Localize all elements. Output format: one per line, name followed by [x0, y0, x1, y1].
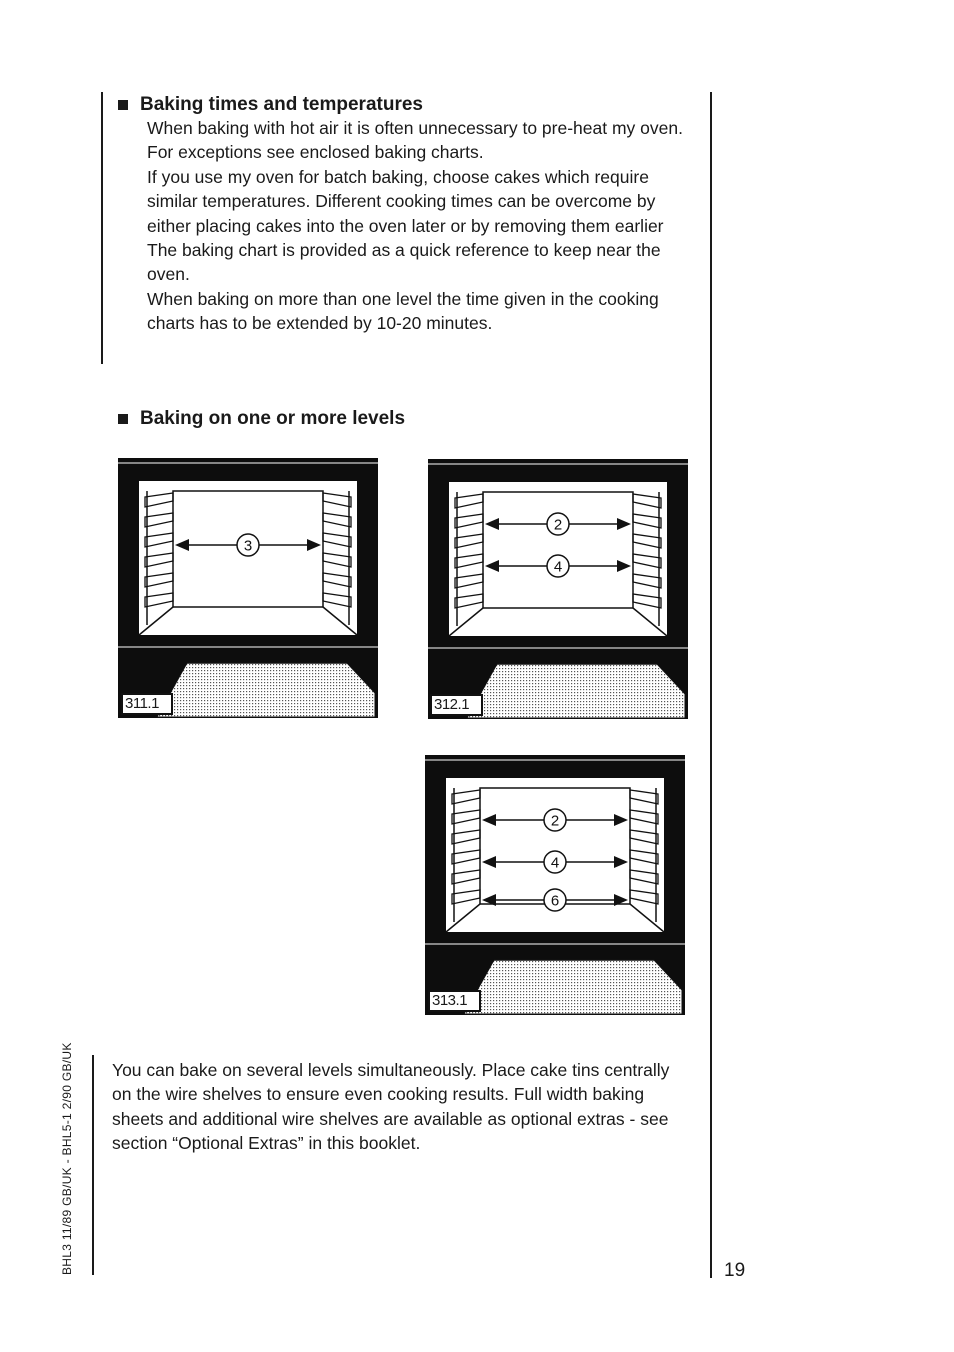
level-number: 4 — [550, 854, 560, 872]
level-number: 2 — [550, 812, 560, 830]
oven-door — [467, 664, 685, 718]
section-body — [118, 116, 693, 336]
oven-door — [464, 960, 682, 1014]
section-baking-times — [118, 94, 693, 336]
figure-label: 311.1 — [121, 693, 173, 715]
margin-rule-left-lower — [92, 1055, 94, 1275]
figure-label: 312.1 — [430, 694, 483, 716]
paragraph: If you use my oven for batch baking, choose cakes which require similar temperatures. Different cooking times can be overcome by either placing cakes into the oven later or by removing them earlier — [147, 166, 664, 236]
paragraph: When baking on more than one level the time given in the cooking charts has to be extended by 10-20 minutes. — [147, 288, 659, 334]
oven-figure-two-levels — [426, 458, 690, 720]
oven-illustration — [424, 754, 686, 1016]
section-heading — [118, 94, 693, 116]
level-number: 4 — [553, 558, 563, 576]
page-number: 19 — [724, 1260, 746, 1281]
paragraph: The baking chart is provided as a quick reference to keep near the oven. — [147, 240, 661, 285]
oven-figure-one-level — [117, 457, 379, 719]
section-heading — [118, 408, 693, 430]
figure-label: 313.1 — [428, 990, 481, 1012]
bullet-square-icon — [118, 100, 128, 110]
margin-rule-left — [101, 92, 103, 364]
margin-rule-right — [710, 92, 712, 1278]
bullet-square-icon — [118, 414, 128, 424]
oven-illustration — [117, 457, 379, 719]
oven-cavity — [139, 481, 357, 635]
oven-figure-three-levels — [424, 754, 686, 1016]
levels-description: You can bake on several levels simultaneously. Place cake tins centrally on the wire shelves to ensure even cooking results. Full width baking sheets and additional wire shelves are available as optional extras - see section “Optional Extras” in this booklet. — [112, 1060, 670, 1153]
heading-text: Baking times and temperatures — [140, 94, 423, 115]
level-number: 2 — [553, 516, 563, 534]
level-number: 3 — [243, 537, 253, 555]
paragraph: When baking with hot air it is often unnecessary to pre-heat my oven. For exceptions see enclosed baking charts. — [147, 118, 683, 163]
level-number: 6 — [550, 892, 560, 910]
document-code: BHL3 11/89 GB/UK - BHL5-1 2/90 GB/UK — [60, 1042, 74, 1275]
heading-text: Baking on one or more levels — [140, 408, 406, 429]
section-baking-levels — [118, 408, 693, 430]
oven-door — [157, 663, 375, 717]
oven-illustration — [426, 458, 690, 720]
